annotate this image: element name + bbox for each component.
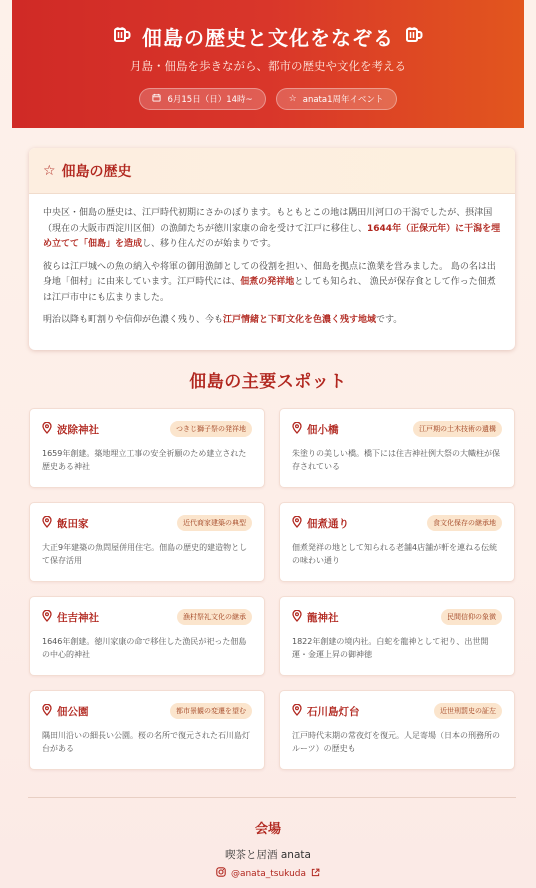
spot-name: 佃小橋 xyxy=(307,423,339,436)
spot-badge: 漁村祭礼文化の継承 xyxy=(177,609,252,625)
history-highlight: 1644年（正保元年）に干潟を埋め立てて「佃島」を造成 xyxy=(43,223,501,249)
spot-name: 佃煮通り xyxy=(307,517,349,530)
spot-name: 飯田家 xyxy=(57,517,89,530)
spot-card[interactable] xyxy=(29,502,265,582)
page-subtitle: 月島・佃島を歩きながら、都市の歴史や文化を考える xyxy=(130,59,406,73)
map-pin-icon xyxy=(292,610,302,625)
spot-card[interactable] xyxy=(279,408,515,488)
history-text: です。 xyxy=(376,315,403,325)
spot-name: 波除神社 xyxy=(57,423,99,436)
map-pin-icon xyxy=(42,422,52,437)
map-pin-icon xyxy=(292,704,302,719)
spot-description: 朱塗りの美しい橋。橋下には住吉神社例大祭の大幟柱が保存されている xyxy=(292,449,500,471)
spot-description: 1646年創建。徳川家康の命で移住した漁民が祀った佃島の中心的神社 xyxy=(42,637,247,659)
spot-name: 石川島灯台 xyxy=(307,705,360,718)
map-pin-icon xyxy=(42,704,52,719)
spot-card-header xyxy=(292,607,502,627)
date-pill-label: 6月15日（日）14時~ xyxy=(167,95,253,105)
map-pin-icon xyxy=(292,422,302,437)
history-header xyxy=(29,148,515,194)
spot-badge: 江戸期の土木技術の遺構 xyxy=(413,421,502,437)
beer-mug-icon xyxy=(404,24,424,49)
date-pill xyxy=(139,88,265,110)
spot-description: 佃煮発祥の地として知られる老舗4店舗が軒を連ねる伝統の味わい通り xyxy=(292,543,498,565)
spot-description: 1659年創建。築地埋立工事の安全祈願のため建立された歴史ある神社 xyxy=(42,449,247,471)
spot-card[interactable] xyxy=(29,690,265,770)
anniversary-pill xyxy=(276,88,397,110)
spot-badge: 食文化保存の継承地 xyxy=(427,515,502,531)
history-text: し、移り住んだのが始まりです。 xyxy=(142,239,277,249)
beer-mug-icon xyxy=(112,24,132,49)
spot-badge: 近代商家建築の典型 xyxy=(177,515,252,531)
page-title-text: 佃島の歴史と文化をなぞる xyxy=(142,26,394,50)
spot-badge: 近世刑罰史の証左 xyxy=(434,703,502,719)
star-icon: ☆ xyxy=(288,94,297,104)
spot-name: 佃公園 xyxy=(57,705,89,718)
spot-card[interactable] xyxy=(279,596,515,676)
spot-description: 1822年創建の境内社。白蛇を龍神として祀り、出世開運・金運上昇の御神徳 xyxy=(292,637,489,659)
spots-title: 佃島の主要スポット xyxy=(189,372,347,392)
hero-banner xyxy=(12,0,524,128)
anniversary-pill-label: anata1周年イベント xyxy=(302,95,384,105)
spot-badge: 都市景観の変遷を望む xyxy=(170,703,252,719)
spot-description: 隅田川沿いの細長い公園。桜の名所で復元された石川島灯台がある xyxy=(42,731,250,753)
venue-label: 会場 xyxy=(254,822,281,837)
spot-card-header xyxy=(292,419,502,439)
instagram-link[interactable] xyxy=(0,867,536,880)
map-pin-icon xyxy=(42,610,52,625)
map-pin-icon xyxy=(292,516,302,531)
page-title xyxy=(12,22,524,51)
spot-name: 龍神社 xyxy=(307,611,339,624)
instagram-icon xyxy=(216,867,226,880)
spot-card[interactable] xyxy=(279,690,515,770)
history-highlight: 佃煮の発祥地 xyxy=(240,277,295,287)
spot-card[interactable] xyxy=(279,502,515,582)
history-text: 中央区・佃島の歴史は、江戸時代初期にさかのぼります。もともとこの地は隅田川河口の干潟でしたが、摂津国（現在の大阪市西淀川区佃）の漁師たちが徳川家康の命を受けて江戸に移住し、 xyxy=(43,208,493,234)
footer-divider xyxy=(28,797,516,798)
instagram-handle: @anata_tsukuda xyxy=(230,868,307,879)
history-paragraph xyxy=(43,313,501,329)
history-text: 明治以降も町割りや信仰が色濃く残り、今も xyxy=(43,315,224,325)
spot-card-header xyxy=(42,513,252,533)
star-icon: ☆ xyxy=(43,162,56,179)
spot-badge: 民間信仰の象徴 xyxy=(441,609,502,625)
history-title: 佃島の歴史 xyxy=(61,163,132,180)
history-body xyxy=(29,194,515,329)
spot-card-header xyxy=(292,701,502,721)
map-pin-icon xyxy=(42,516,52,531)
history-highlight: 江戸情緒と下町文化を色濃く残す地域 xyxy=(223,315,377,325)
spot-description: 大正9年建築の魚問屋併用住宅。佃島の歴史的建造物として保存活用 xyxy=(42,543,248,565)
spot-card-header xyxy=(42,701,252,721)
spot-card-header xyxy=(42,419,252,439)
spot-badge: つきじ獅子祭の発祥地 xyxy=(170,421,252,437)
history-card xyxy=(29,148,515,350)
spot-description: 江戸時代末期の常夜灯を復元。人足寄場（日本の刑務所のルーツ）の歴史も xyxy=(292,731,500,753)
history-text: としても知られ、 漁民が保存食として作った佃煮は江戸市中にも広まりました。 xyxy=(43,277,496,303)
history-text: 彼らは江戸城への魚の納入や将軍の御用漁師としての役割を担い、佃島を拠点に漁業を営みました。 島の名は出身地「佃村」に由来しています。江戸時代には、 xyxy=(43,261,496,287)
spot-card-header xyxy=(292,513,502,533)
spot-card[interactable] xyxy=(29,408,265,488)
event-pills xyxy=(12,88,524,110)
external-link-icon xyxy=(311,868,320,880)
history-paragraph xyxy=(43,206,501,253)
spot-name: 住吉神社 xyxy=(57,611,99,624)
spot-card-header xyxy=(42,607,252,627)
spot-card[interactable] xyxy=(29,596,265,676)
venue-name: 喫茶と居酒 anata xyxy=(225,849,311,861)
calendar-icon xyxy=(152,93,161,105)
history-paragraph xyxy=(43,260,501,307)
